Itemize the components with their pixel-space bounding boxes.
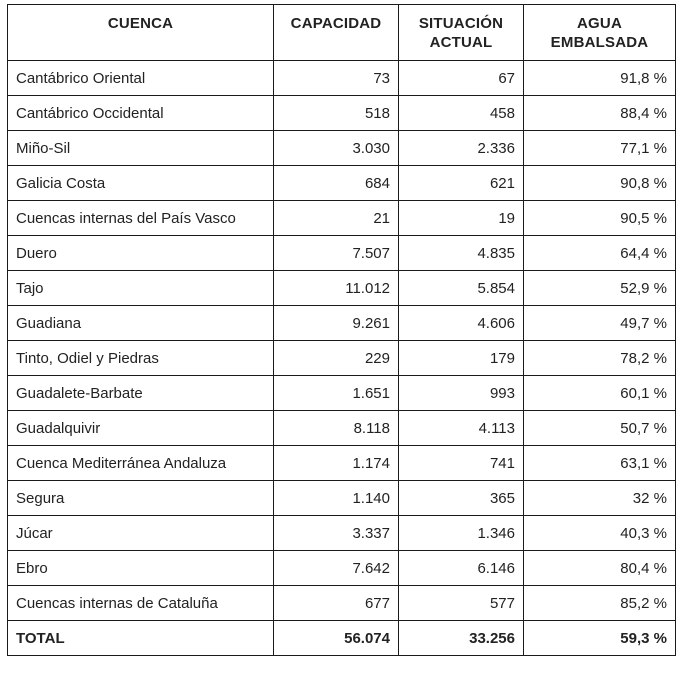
table-row: [8, 341, 676, 376]
header-capacidad-label: CAPACIDAD: [290, 15, 382, 32]
table-row: [8, 271, 676, 306]
cell-cuenca: Cuencas internas del País Vasco: [8, 201, 274, 236]
table-header: [8, 5, 676, 61]
cell-capacidad: 11.012: [274, 271, 399, 306]
cell-agua: 90,5 %: [524, 201, 676, 236]
cell-agua: 49,7 %: [524, 306, 676, 341]
cell-situacion: 741: [399, 446, 524, 481]
cell-capacidad: 518: [274, 96, 399, 131]
header-situacion-line2: ACTUAL: [429, 34, 493, 51]
cell-situacion: 4.606: [399, 306, 524, 341]
table-footer: [8, 621, 676, 656]
cell-agua: 63,1 %: [524, 446, 676, 481]
cell-capacidad: 7.642: [274, 551, 399, 586]
total-capacidad: 56.074: [274, 621, 399, 656]
table-row: [8, 96, 676, 131]
cell-situacion: 365: [399, 481, 524, 516]
total-label: TOTAL: [8, 621, 274, 656]
cell-cuenca: Cuenca Mediterránea Andaluza: [8, 446, 274, 481]
cell-cuenca: Tajo: [8, 271, 274, 306]
cell-cuenca: Segura: [8, 481, 274, 516]
cell-situacion: 4.113: [399, 411, 524, 446]
cell-agua: 60,1 %: [524, 376, 676, 411]
header-cuenca: [8, 5, 274, 61]
cell-cuenca: Guadalquivir: [8, 411, 274, 446]
cell-cuenca: Miño-Sil: [8, 131, 274, 166]
cell-situacion: 458: [399, 96, 524, 131]
cell-capacidad: 9.261: [274, 306, 399, 341]
table-row: [8, 446, 676, 481]
table-row: [8, 376, 676, 411]
cell-situacion: 5.854: [399, 271, 524, 306]
cell-situacion: 621: [399, 166, 524, 201]
cell-cuenca: Cantábrico Occidental: [8, 96, 274, 131]
table-row: [8, 166, 676, 201]
cell-situacion: 1.346: [399, 516, 524, 551]
header-capacidad: [274, 5, 399, 61]
total-situacion: 33.256: [399, 621, 524, 656]
total-agua: 59,3 %: [524, 621, 676, 656]
cell-situacion: 4.835: [399, 236, 524, 271]
cell-capacidad: 229: [274, 341, 399, 376]
table-row: [8, 236, 676, 271]
table-row: [8, 586, 676, 621]
table-row: [8, 481, 676, 516]
cell-agua: 64,4 %: [524, 236, 676, 271]
header-cuenca-label: CUENCA: [107, 15, 174, 32]
cell-agua: 52,9 %: [524, 271, 676, 306]
cell-agua: 32 %: [524, 481, 676, 516]
cell-cuenca: Guadiana: [8, 306, 274, 341]
table-row: [8, 201, 676, 236]
cell-situacion: 67: [399, 61, 524, 96]
cell-capacidad: 21: [274, 201, 399, 236]
table-row: [8, 411, 676, 446]
cell-situacion: 993: [399, 376, 524, 411]
header-agua-line1: AGUA: [577, 15, 622, 32]
cell-capacidad: 684: [274, 166, 399, 201]
cell-agua: 40,3 %: [524, 516, 676, 551]
cell-situacion: 2.336: [399, 131, 524, 166]
cell-agua: 85,2 %: [524, 586, 676, 621]
cell-cuenca: Tinto, Odiel y Piedras: [8, 341, 274, 376]
header-situacion-line1: SITUACIÓN: [418, 15, 504, 32]
cell-capacidad: 1.174: [274, 446, 399, 481]
cell-capacidad: 3.337: [274, 516, 399, 551]
cell-agua: 77,1 %: [524, 131, 676, 166]
cell-cuenca: Guadalete-Barbate: [8, 376, 274, 411]
cell-agua: 91,8 %: [524, 61, 676, 96]
cell-capacidad: 8.118: [274, 411, 399, 446]
cell-agua: 90,8 %: [524, 166, 676, 201]
header-agua-line2: EMBALSADA: [550, 34, 649, 51]
cell-cuenca: Galicia Costa: [8, 166, 274, 201]
table-body: [8, 61, 676, 621]
cell-cuenca: Júcar: [8, 516, 274, 551]
header-agua-embalsada: [524, 5, 676, 61]
cell-agua: 50,7 %: [524, 411, 676, 446]
table-row: [8, 131, 676, 166]
table-row: [8, 516, 676, 551]
cell-cuenca: Ebro: [8, 551, 274, 586]
cell-capacidad: 1.651: [274, 376, 399, 411]
cell-agua: 88,4 %: [524, 96, 676, 131]
cell-cuenca: Cantábrico Oriental: [8, 61, 274, 96]
cell-capacidad: 7.507: [274, 236, 399, 271]
cell-agua: 80,4 %: [524, 551, 676, 586]
cell-situacion: 577: [399, 586, 524, 621]
header-situacion-actual: [399, 5, 524, 61]
reservoir-table: [7, 4, 676, 656]
cell-situacion: 19: [399, 201, 524, 236]
cell-capacidad: 677: [274, 586, 399, 621]
cell-situacion: 6.146: [399, 551, 524, 586]
header-row: [8, 5, 676, 61]
cell-cuenca: Duero: [8, 236, 274, 271]
cell-capacidad: 3.030: [274, 131, 399, 166]
table-row: [8, 61, 676, 96]
table-row: [8, 306, 676, 341]
cell-situacion: 179: [399, 341, 524, 376]
table-row: [8, 551, 676, 586]
cell-agua: 78,2 %: [524, 341, 676, 376]
cell-cuenca: Cuencas internas de Cataluña: [8, 586, 274, 621]
cell-capacidad: 1.140: [274, 481, 399, 516]
cell-capacidad: 73: [274, 61, 399, 96]
total-row: [8, 621, 676, 656]
